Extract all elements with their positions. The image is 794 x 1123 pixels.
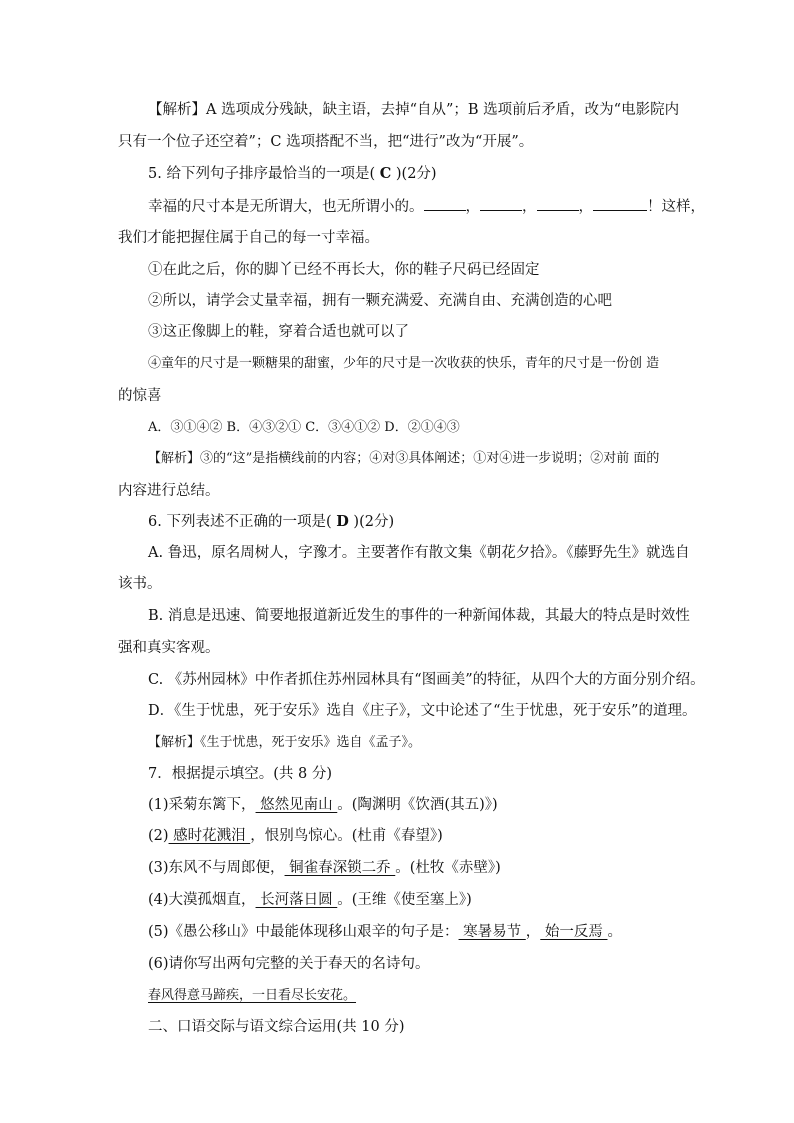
q7-item-1 [148,795,498,815]
q5-passage-end: ！这样， [647,199,705,215]
q5-answer: C [379,165,392,182]
q7-3-text: (3)东风不与周郎便， [148,860,285,876]
question-6-stem [148,512,394,532]
q7-1-source: 。(陶渊明《饮酒(其五)》) [337,797,498,813]
q7-3-source: 。(杜牧《赤壁》) [395,860,501,876]
q7-5-end: 。 [607,924,622,940]
q6-option-c: C. 《苏州园林》中作者抓住苏州园林具有“图画美”的特征，从四个大的方面分别介绍。 [148,672,705,688]
q5-choices: A．③①④② B．④③②① C．③④①② D．②①④③ [148,420,460,435]
q5-passage-line-1 [148,196,705,217]
analysis-6: 【解析】《生于忧患，死于安乐》选自《孟子》。 [148,735,422,750]
q7-item-5 [148,922,622,942]
q6-option-b-line-1: B. 消息是迅速、简要地报道新近发生的事件的一种新闻体裁，其最大的特点是时效性 [148,608,690,624]
q5-comma: ， [578,199,593,215]
q7-2-source: ，恨别鸟惊心。(杜甫《春望》) [250,828,443,844]
q5-option-3: ③这正像脚上的鞋，穿着合适也就可以了 [148,324,409,340]
analysis-4-line-2: 只有一个位子还空着”；C 选项搭配不当，把“进行”改为“开展”。 [118,134,534,150]
q7-item-3 [148,858,501,878]
q5-comma: ， [522,199,537,215]
q6-option-b-line-2: 强和真实客观。 [118,640,220,656]
q5-option-4-line-1: ④童年的尺寸是一颗糖果的甜蜜，少年的尺寸是一次收获的快乐，青年的尺寸是一份创 造 [148,356,660,371]
q6-option-a-line-1: A. 鲁迅，原名周树人，字豫才。主要著作有散文集《朝花夕拾》。《藤野先生》就选自 [148,545,690,561]
q5-prefix: 5. 给下列句子排序最恰当的一项是( [148,166,380,182]
q7-item-6: (6)请你写出两句完整的关于春天的名诗句。 [148,956,430,972]
analysis-5-line-2: 内容进行总结。 [118,483,220,499]
analysis-4-line-1: 【解析】A 选项成分残缺，缺主语，去掉“自从”；B 选项前后矛盾，改为“电影院内 [148,102,680,118]
question-5-stem [148,164,437,184]
q7-2-answer: 感时花溅泪 [168,828,251,844]
q5-suffix: )(2分) [391,166,437,182]
q5-option-1: ①在此之后，你的脚丫已经不再长大，你的鞋子尺码已经固定 [148,262,540,278]
q6-option-d: D．《生于忧患，死于安乐》选自《庄子》，文中论述了“生于忧患，死于安乐”的道理。 [148,703,697,719]
q6-prefix: 6. 下列表述不正确的一项是( [148,514,337,530]
section-2-heading: 二、口语交际与语文综合运用(共 10 分) [148,1019,405,1035]
fill-blank [480,196,522,211]
q7-6-answer: 春风得意马蹄疾，一日看尽长安花。 [148,988,357,1003]
q6-option-a-line-2: 该书。 [118,576,162,592]
fill-blank [537,196,579,211]
q7-3-answer: 铜雀春深锁二乔 [284,860,396,876]
q7-2-text: (2) [148,828,169,844]
q7-4-source: 。(王维《使至塞上》) [337,892,472,908]
q5-option-2: ②所以，请学会丈量幸福，拥有一颗充满爱、充满自由、充满创造的心吧 [148,293,612,309]
fill-blank [593,196,647,211]
q7-5-answer-1: 寒暑易节 [458,924,526,940]
q5-comma: ， [465,199,480,215]
q6-answer: D [336,513,349,530]
q5-passage-text: 幸福的尺寸本是无所谓大，也无所谓小的。 [148,199,424,215]
q7-5-comma: ， [525,924,541,940]
analysis-5-line-1: 【解析】③的“这”是指横线前的内容；④对③具体阐述；①对④进一步说明；②对前 面的 [148,451,660,466]
q5-passage-line-2: 我们才能把握住属于自己的每一寸幸福。 [118,230,379,246]
question-7-stem: 7．根据提示填空。(共 8 分) [148,766,332,782]
q7-1-text: (1)采菊东篱下， [148,797,256,813]
fill-blank [424,196,466,211]
q7-5-text: (5)《愚公移山》中最能体现移山艰辛的句子是： [148,924,459,940]
q7-4-text: (4)大漠孤烟直， [148,892,256,908]
q7-1-answer: 悠然见南山 [255,797,338,813]
q5-option-4-line-2: 的惊喜 [118,388,162,404]
q7-5-answer-2: 始一反焉 [540,924,608,940]
q7-4-answer: 长河落日圆 [255,892,338,908]
q7-item-4 [148,890,472,910]
q7-item-2 [148,826,443,846]
q6-suffix: )(2分) [348,514,395,530]
